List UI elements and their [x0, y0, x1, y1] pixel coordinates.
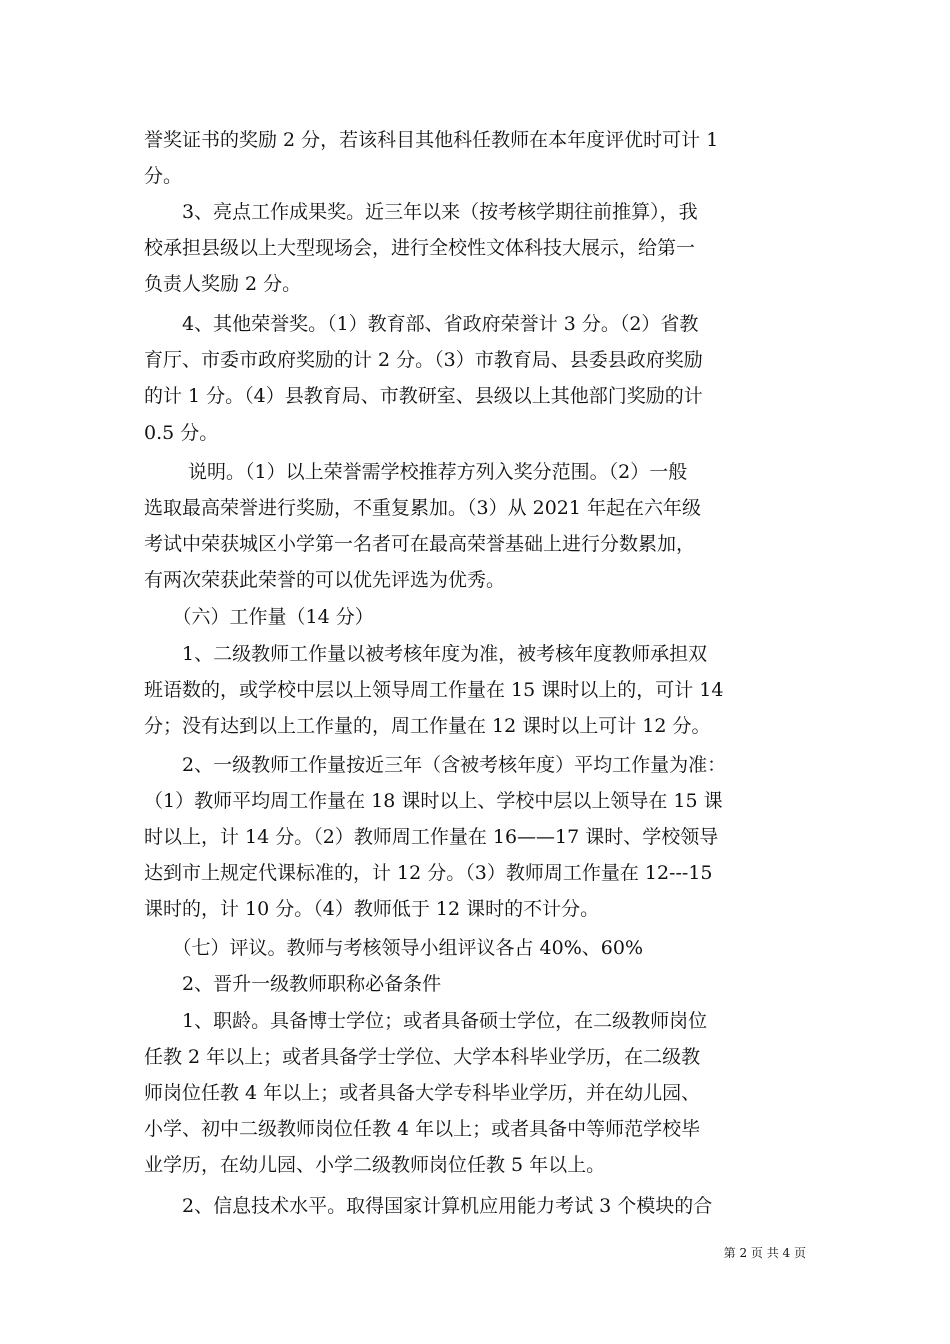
- text-line: 2、一级教师工作量按近三年（含被考核年度）平均工作量为准：: [144, 754, 727, 776]
- text-line: 誉奖证书的奖励 2 分，若该科目其他科任教师在本年度评优时可计 1: [144, 129, 719, 151]
- text-line: 有两次荣获此荣誉的可以优先评选为优秀。: [144, 569, 506, 591]
- text-line: 1、职龄。具备博士学位；或者具备硕士学位，在二级教师岗位: [144, 1010, 708, 1032]
- text-line: 2、晋升一级教师职称必备条件: [144, 973, 442, 995]
- text-line: 0.5 分。: [144, 422, 219, 444]
- text-line: （六）工作量（14 分）: [144, 606, 374, 628]
- text-line: 课时的，计 10 分。（4）教师低于 12 课时的不计分。: [144, 898, 600, 920]
- text-line: 说明。（1）以上荣誉需学校推荐方列入奖分范围。（2）一般: [144, 461, 688, 483]
- text-line: （七）评议。教师与考核领导小组评议各占 40%、60%: [144, 937, 644, 959]
- text-line: 4、其他荣誉奖。（1）教育部、省政府荣誉计 3 分。（2）省教: [144, 313, 699, 335]
- text-line: 达到市上规定代课标准的，计 12 分。（3）教师周工作量在 12---15: [144, 862, 713, 884]
- text-line: 育厅、市委市政府奖励的计 2 分。（3）市教育局、县委县政府奖励: [144, 349, 703, 371]
- page-number-footer: 第 2 页 共 4 页: [723, 1246, 806, 1260]
- text-line: （1）教师平均周工作量在 18 课时以上、学校中层以上领导在 15 课: [144, 790, 723, 812]
- text-line: 任教 2 年以上；或者具备学士学位、大学本科毕业学历，在二级教: [144, 1046, 701, 1068]
- text-line: 业学历，在幼儿园、小学二级教师岗位任教 5 年以上。: [144, 1154, 606, 1176]
- text-line: 3、亮点工作成果奖。近三年以来（按考核学期往前推算），我: [144, 201, 698, 223]
- text-line: 负责人奖励 2 分。: [144, 273, 302, 295]
- text-line: 时以上，计 14 分。（2）教师周工作量在 16——17 课时、学校领导: [144, 826, 719, 848]
- text-line: 选取最高荣誉进行奖励，不重复累加。（3）从 2021 年起在六年级: [144, 497, 702, 519]
- text-line: 班语数的，或学校中层以上领导周工作量在 15 课时以上的，可计 14: [144, 679, 724, 701]
- text-line: 的计 1 分。（4）县教育局、市教研室、县级以上其他部门奖励的计: [144, 385, 703, 407]
- text-line: 分；没有达到以上工作量的，周工作量在 12 课时以上可计 12 分。: [144, 715, 711, 737]
- text-line: 师岗位任教 4 年以上；或者具备大学专科毕业学历，并在幼儿园、: [144, 1082, 701, 1104]
- text-line: 2、信息技术水平。取得国家计算机应用能力考试 3 个模块的合: [144, 1195, 713, 1217]
- text-line: 小学、初中二级教师岗位任教 4 年以上；或者具备中等师范学校毕: [144, 1118, 701, 1140]
- text-line: 考试中荣获城区小学第一名者可在最高荣誉基础上进行分数累加，: [144, 533, 696, 555]
- text-line: 校承担县级以上大型现场会，进行全校性文体科技大展示，给第一: [144, 237, 696, 259]
- text-line: 1、二级教师工作量以被考核年度为准，被考核年度教师承担双: [144, 643, 708, 665]
- text-line: 分。: [144, 165, 183, 187]
